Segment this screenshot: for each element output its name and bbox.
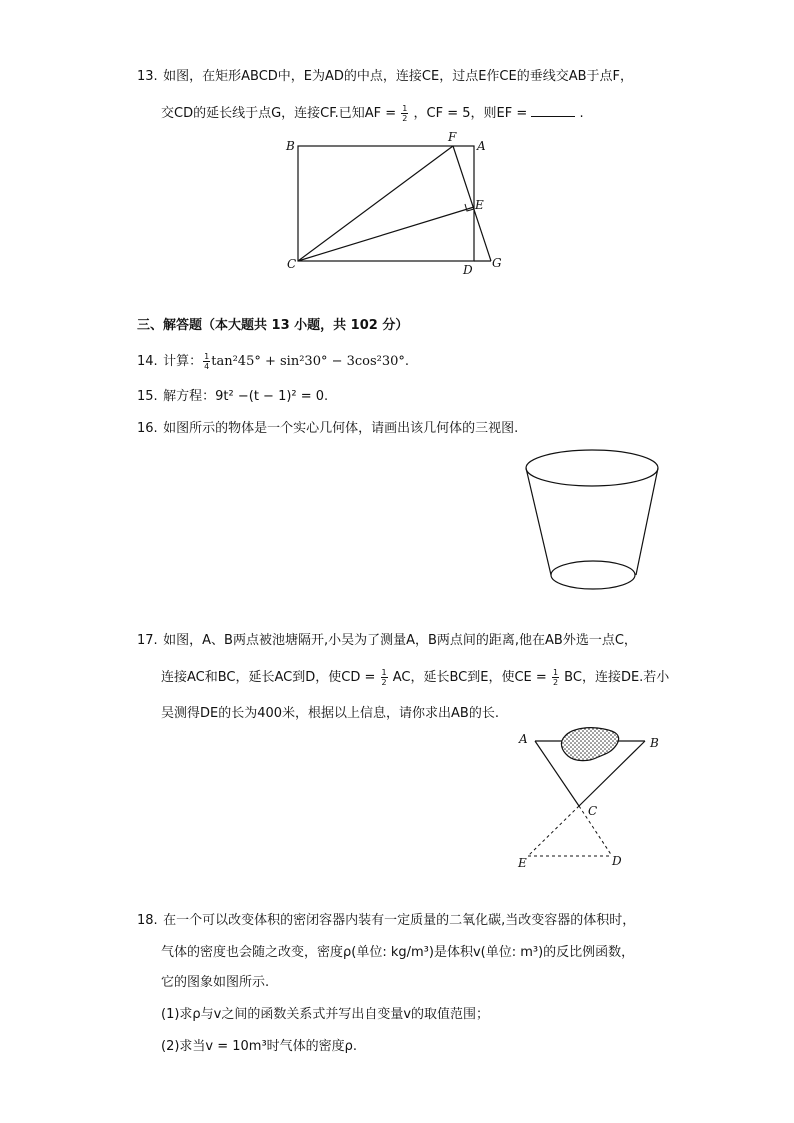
q14-fraction: $\frac{1}{4}$ <box>204 352 210 371</box>
q16-text: 如图所示的物体是一个实心几何体，请画出该几何体的三视图. <box>163 421 519 436</box>
q18-line3 <box>161 974 269 992</box>
label-E: E <box>475 198 484 212</box>
q17-number: 17. <box>137 633 158 648</box>
q13-text-line2b: ，CF = 5，则EF = <box>413 106 528 121</box>
label-D: D <box>612 854 622 868</box>
q18-number: 18. <box>137 913 158 928</box>
section-header: 三、解答题（本大题共 13 小题，共 102 分） <box>137 318 409 333</box>
q18-line2 <box>161 944 634 962</box>
q18-part2 <box>161 1038 357 1056</box>
q18-text-line2: 气体的密度也会随之改变，密度ρ(单位: kg/m³)是体积v(单位: m³)的反比例函数， <box>161 945 635 960</box>
q17-text-line3: 吴测得DE的长为400米，根据以上信息，请你求出AB的长. <box>161 706 499 721</box>
q13-text-line1: 如图，在矩形ABCD中，E为AD的中点，连接CE，过点E作CE的垂线交AB于点F， <box>163 69 634 84</box>
q18-line1 <box>137 912 635 930</box>
label-B: B <box>286 139 295 153</box>
q18-text-line1: 在一个可以改变体积的密闭容器内装有一定质量的二氧化碳,当改变容器的体积时， <box>163 913 636 928</box>
q13-number: 13. <box>137 69 158 84</box>
segment-ce-dashed <box>528 806 579 856</box>
q15-text: 解方程：9t² −(t − 1)² = 0. <box>163 389 329 404</box>
label-C: C <box>588 804 598 818</box>
q13-fraction: $\frac{1}{2}$ <box>402 104 408 123</box>
q15-number: 15. <box>137 389 158 404</box>
q18-text-part2: (2)求当v = 10m³时气体的密度ρ. <box>161 1039 358 1054</box>
q16-number: 16. <box>137 421 158 436</box>
label-B: B <box>650 736 659 750</box>
label-G: G <box>492 256 502 270</box>
label-D: D <box>463 263 473 277</box>
q17-text-line1: 如图，A、B两点被池塘隔开,小吴为了测量A，B两点间的距离,他在AB外选一点C， <box>163 633 637 648</box>
q14-prefix: 计算： <box>163 354 203 369</box>
q18-text-line3: 它的图象如图所示. <box>161 975 270 990</box>
q13-text-line2c: . <box>579 106 584 121</box>
q13-text-line2a: 交CD的延长线于点G，连接CF.已知AF = <box>161 106 397 121</box>
q17-text-line2c: BC，连接DE.若小 <box>564 670 670 685</box>
label-A: A <box>477 139 486 153</box>
q14-number: 14. <box>137 354 158 369</box>
label-F: F <box>448 130 457 144</box>
q17-fraction-2: $\frac{1}{2}$ <box>552 668 559 687</box>
q18-part1 <box>161 1006 489 1024</box>
q14-expression: tan²45° + sin²30° − 3cos²30°. <box>211 354 410 369</box>
q17-text-line2a: 连接AC和BC，延长AC到D，使CD = <box>161 670 376 685</box>
q17-fraction-1: $\frac{1}{2}$ <box>381 668 387 687</box>
label-C: C <box>287 257 297 271</box>
q17-text-line2b: AC，延长BC到E，使CE = <box>392 670 547 685</box>
q18-text-part1: (1)求ρ与v之间的函数关系式并写出自变量v的取值范围； <box>161 1007 490 1022</box>
label-A: A <box>519 732 528 746</box>
pond-shape <box>561 728 618 761</box>
label-E: E <box>518 856 527 870</box>
